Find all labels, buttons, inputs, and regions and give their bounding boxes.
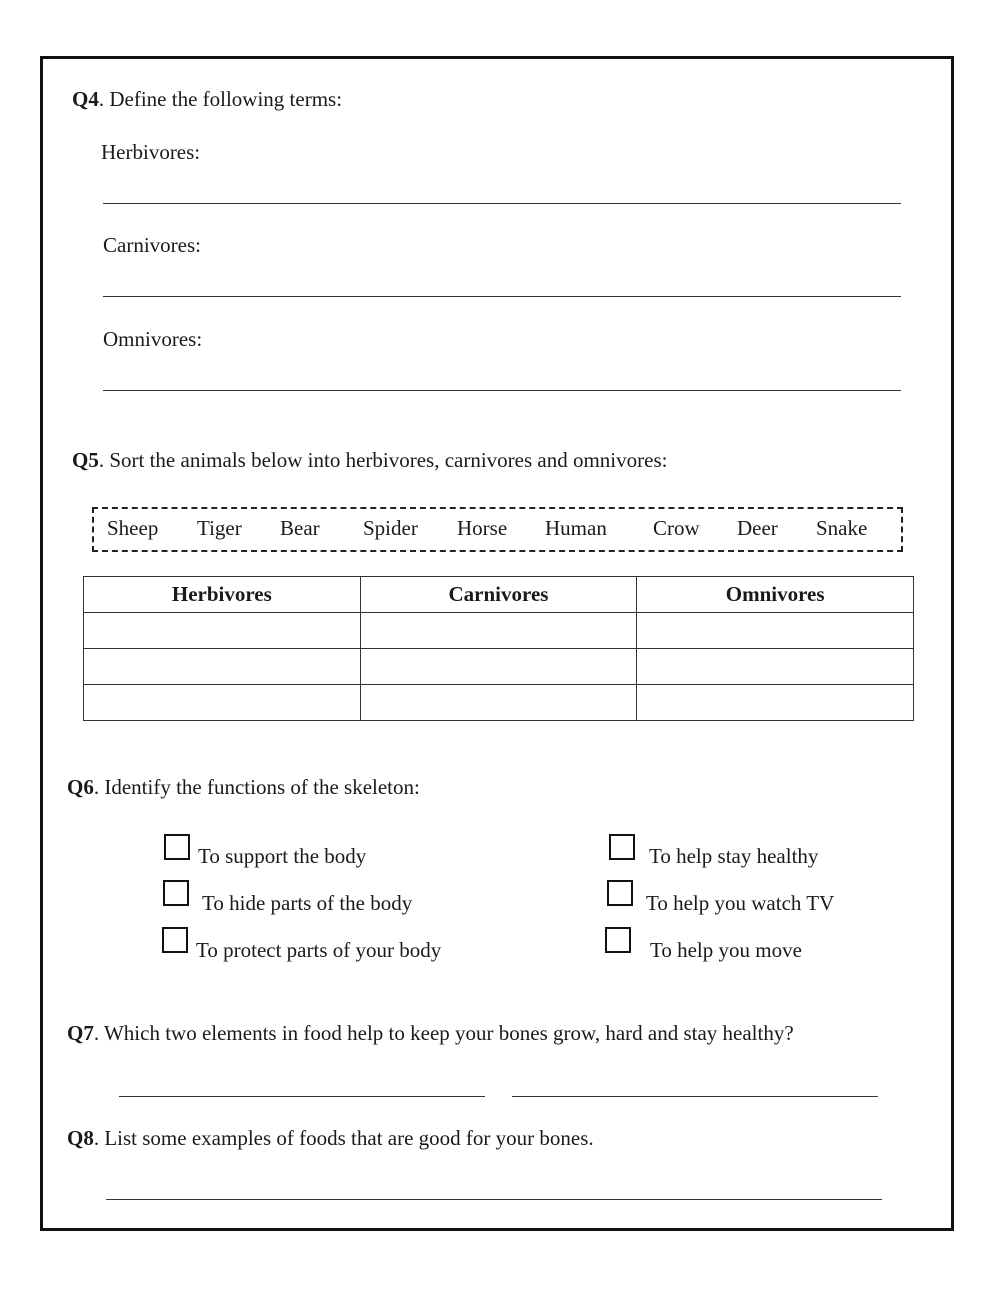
table-cell[interactable] (360, 649, 637, 685)
q5-text: . Sort the animals below into herbivores, carnivores and omnivores: (98, 448, 668, 472)
table-cell[interactable] (637, 613, 914, 649)
answer-line-element-1[interactable] (119, 1096, 485, 1097)
answer-line-carnivores[interactable] (103, 296, 901, 297)
table-cell[interactable] (84, 613, 361, 649)
q8-number: Q8 (67, 1126, 94, 1150)
q6-number: Q6 (67, 775, 94, 799)
animal-word[interactable]: Deer (737, 516, 778, 540)
q8-prompt (67, 1126, 594, 1151)
header-omnivores: Omnivores (637, 577, 914, 613)
checkbox-hide-parts[interactable] (163, 880, 189, 906)
option-watch-tv: To help you watch TV (646, 891, 835, 915)
option-support-body: To support the body (198, 844, 367, 868)
q4-prompt (72, 87, 342, 112)
option-protect-parts: To protect parts of your body (196, 938, 442, 962)
answer-line-omnivores[interactable] (103, 390, 901, 391)
table-cell[interactable] (637, 649, 914, 685)
animal-word[interactable]: Tiger (197, 516, 242, 540)
table-row (84, 613, 914, 649)
q7-prompt (67, 1021, 794, 1046)
animal-word[interactable]: Sheep (107, 516, 159, 540)
header-herbivores: Herbivores (84, 577, 361, 613)
animal-word[interactable]: Snake (816, 516, 868, 540)
checkbox-support-body[interactable] (164, 834, 190, 860)
q7-text: . Which two elements in food help to keep your bones grow, hard and stay healthy? (93, 1021, 794, 1045)
table-row (84, 649, 914, 685)
table-cell[interactable] (637, 685, 914, 721)
q4-text: . Define the following terms: (98, 87, 343, 111)
answer-line-foods[interactable] (106, 1199, 882, 1200)
animal-word[interactable]: Spider (363, 516, 418, 540)
table-cell[interactable] (360, 685, 637, 721)
animal-word[interactable]: Human (545, 516, 607, 540)
table-cell[interactable] (84, 685, 361, 721)
animal-word[interactable]: Horse (457, 516, 508, 540)
answer-line-herbivores[interactable] (103, 203, 901, 204)
checkbox-stay-healthy[interactable] (609, 834, 635, 860)
answer-line-element-2[interactable] (512, 1096, 878, 1097)
term-herbivores: Herbivores: (101, 140, 201, 164)
q4-number: Q4 (72, 87, 99, 111)
term-omnivores: Omnivores: (103, 327, 203, 351)
q7-number: Q7 (67, 1021, 94, 1045)
checkbox-watch-tv[interactable] (607, 880, 633, 906)
q6-text: . Identify the functions of the skeleton: (93, 775, 420, 799)
checkbox-protect-parts[interactable] (162, 927, 188, 953)
q5-number: Q5 (72, 448, 99, 472)
table-cell[interactable] (360, 613, 637, 649)
animal-word[interactable]: Bear (280, 516, 320, 540)
checkbox-help-move[interactable] (605, 927, 631, 953)
table-row (84, 685, 914, 721)
q5-prompt (72, 448, 667, 473)
term-carnivores: Carnivores: (103, 233, 201, 257)
option-help-move: To help you move (650, 938, 802, 962)
option-stay-healthy: To help stay healthy (649, 844, 819, 868)
header-carnivores: Carnivores (360, 577, 637, 613)
q6-prompt (67, 775, 420, 800)
sorting-table (83, 576, 914, 721)
q8-text: . List some examples of foods that are good for your bones. (93, 1126, 594, 1150)
option-hide-parts: To hide parts of the body (202, 891, 413, 915)
table-header-row (84, 577, 914, 613)
animal-word[interactable]: Crow (653, 516, 700, 540)
table-cell[interactable] (84, 649, 361, 685)
